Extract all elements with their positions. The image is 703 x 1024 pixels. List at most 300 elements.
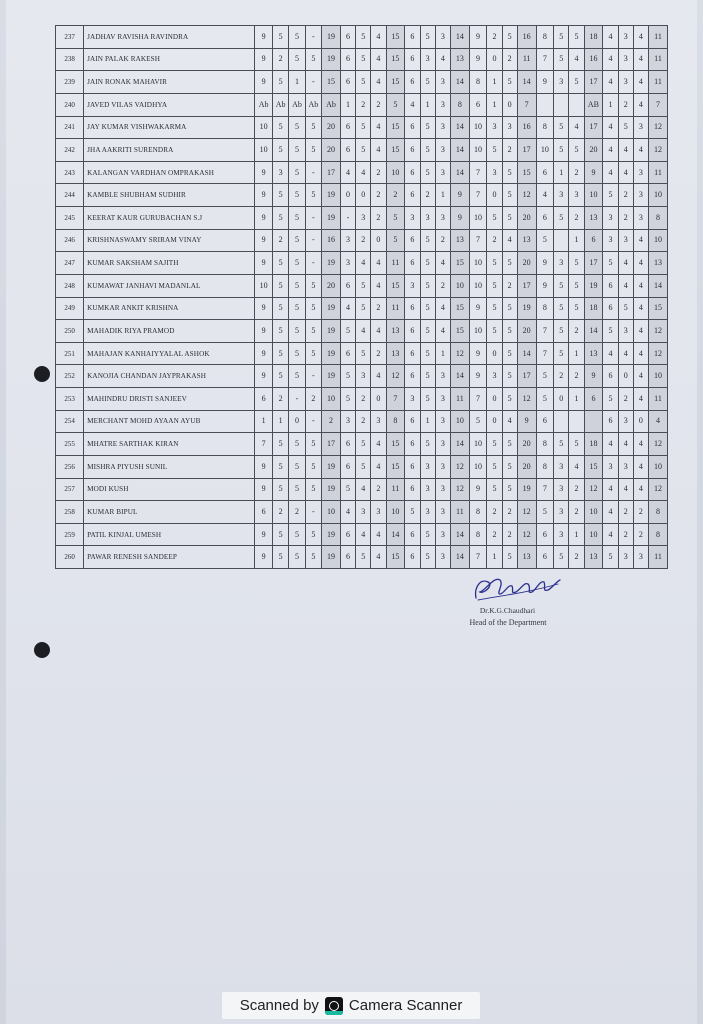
mark-cell: 6 [340, 274, 355, 297]
roll-number-cell: 258 [56, 501, 84, 524]
mark-cell: 7 [649, 93, 668, 116]
mark-cell: 7 [386, 388, 405, 411]
mark-cell: 5 [502, 433, 517, 456]
mark-cell: 6 [469, 93, 487, 116]
mark-cell: 4 [633, 139, 648, 162]
mark-cell: 9 [255, 26, 273, 49]
mark-cell: 5 [569, 139, 584, 162]
mark-cell: 8 [469, 501, 487, 524]
mark-cell: 13 [584, 546, 603, 569]
mark-cell: 5 [272, 523, 288, 546]
mark-cell: 9 [469, 342, 487, 365]
mark-cell: 5 [618, 297, 633, 320]
mark-cell: 0 [487, 184, 502, 207]
mark-cell: 5 [554, 297, 569, 320]
student-name-cell: JHA AAKRITI SURENDRA [84, 139, 255, 162]
mark-cell: 9 [536, 71, 554, 94]
marks-table-body [56, 26, 668, 569]
mark-cell: 3 [633, 207, 648, 230]
mark-cell: 8 [649, 207, 668, 230]
mark-cell: 2 [618, 184, 633, 207]
mark-cell: 14 [451, 116, 470, 139]
mark-cell: 6 [405, 116, 420, 139]
mark-cell: 4 [633, 320, 648, 343]
table-row [56, 455, 668, 478]
mark-cell: 6 [255, 501, 273, 524]
mark-cell: 2 [371, 297, 386, 320]
mark-cell: 5 [305, 116, 321, 139]
mark-cell: 4 [618, 274, 633, 297]
mark-cell: 14 [451, 139, 470, 162]
mark-cell: 8 [469, 71, 487, 94]
mark-cell: 10 [649, 229, 668, 252]
mark-cell: 3 [554, 478, 569, 501]
mark-cell: 9 [255, 320, 273, 343]
mark-cell: 2 [487, 229, 502, 252]
student-name-cell: KANOJIA CHANDAN JAYPRAKASH [84, 365, 255, 388]
mark-cell: 2 [502, 274, 517, 297]
table-row [56, 139, 668, 162]
mark-cell: 1 [487, 93, 502, 116]
mark-cell: 15 [584, 455, 603, 478]
table-row [56, 297, 668, 320]
mark-cell: 18 [584, 26, 603, 49]
mark-cell: 3 [554, 501, 569, 524]
mark-cell: 3 [554, 252, 569, 275]
mark-cell: 1 [487, 71, 502, 94]
mark-cell: 5 [272, 455, 288, 478]
mark-cell: 4 [340, 297, 355, 320]
mark-cell: 6 [536, 546, 554, 569]
mark-cell: 0 [487, 388, 502, 411]
mark-cell: 1 [569, 388, 584, 411]
mark-cell: 4 [649, 410, 668, 433]
table-row [56, 252, 668, 275]
mark-cell: 6 [584, 388, 603, 411]
mark-cell: 3 [405, 207, 420, 230]
mark-cell: 9 [536, 274, 554, 297]
mark-cell: 4 [618, 139, 633, 162]
mark-cell: 2 [569, 320, 584, 343]
mark-cell: 4 [633, 48, 648, 71]
mark-cell: 4 [356, 478, 371, 501]
mark-cell: 3 [435, 388, 450, 411]
mark-cell: 6 [340, 48, 355, 71]
student-name-cell: JADHAV RAVISHA RAVINDRA [84, 26, 255, 49]
mark-cell: 5 [272, 478, 288, 501]
mark-cell: 5 [305, 546, 321, 569]
mark-cell: 3 [356, 207, 371, 230]
mark-cell: 4 [603, 71, 618, 94]
mark-cell: 19 [322, 478, 341, 501]
mark-cell: 4 [371, 139, 386, 162]
mark-cell: 6 [340, 433, 355, 456]
mark-cell: 2 [272, 229, 288, 252]
mark-cell: 4 [618, 478, 633, 501]
mark-cell: 8 [649, 523, 668, 546]
mark-cell: 5 [272, 116, 288, 139]
mark-cell: Ab [272, 93, 288, 116]
mark-cell: 4 [633, 478, 648, 501]
mark-cell: 5 [420, 139, 435, 162]
mark-cell: Ab [255, 93, 273, 116]
mark-cell: 5 [502, 71, 517, 94]
mark-cell: 3 [487, 161, 502, 184]
mark-cell: 3 [340, 410, 355, 433]
mark-cell: 6 [340, 71, 355, 94]
mark-cell: 2 [618, 523, 633, 546]
mark-cell: 5 [420, 320, 435, 343]
mark-cell: - [305, 161, 321, 184]
mark-cell: 3 [435, 26, 450, 49]
mark-cell: - [305, 252, 321, 275]
mark-cell: Ab [305, 93, 321, 116]
mark-cell: 6 [536, 161, 554, 184]
mark-cell: 3 [618, 320, 633, 343]
mark-cell: 19 [322, 207, 341, 230]
mark-cell: 10 [649, 365, 668, 388]
mark-cell: 8 [536, 26, 554, 49]
mark-cell: 4 [603, 342, 618, 365]
roll-number-cell: 240 [56, 93, 84, 116]
mark-cell: 3 [502, 116, 517, 139]
mark-cell: 5 [420, 71, 435, 94]
mark-cell: 13 [649, 252, 668, 275]
mark-cell: - [305, 26, 321, 49]
mark-cell: 6 [405, 229, 420, 252]
mark-cell: 14 [386, 523, 405, 546]
roll-number-cell: 245 [56, 207, 84, 230]
mark-cell: 7 [536, 478, 554, 501]
table-row [56, 161, 668, 184]
mark-cell: 5 [502, 320, 517, 343]
mark-cell: 3 [569, 184, 584, 207]
mark-cell: 6 [405, 478, 420, 501]
mark-cell: 5 [420, 252, 435, 275]
mark-cell: 19 [322, 365, 341, 388]
mark-cell: 5 [272, 252, 288, 275]
mark-cell: 5 [554, 274, 569, 297]
mark-cell: 9 [469, 26, 487, 49]
mark-cell: 12 [584, 478, 603, 501]
mark-cell: 5 [386, 229, 405, 252]
mark-cell: 6 [340, 546, 355, 569]
mark-cell: 2 [618, 501, 633, 524]
mark-cell: 4 [371, 365, 386, 388]
mark-cell: 14 [584, 320, 603, 343]
mark-cell: 5 [305, 48, 321, 71]
mark-cell: 16 [322, 229, 341, 252]
mark-cell: 5 [289, 342, 305, 365]
mark-cell: 20 [584, 139, 603, 162]
mark-cell: 12 [451, 455, 470, 478]
mark-cell: 3 [435, 501, 450, 524]
roll-number-cell: 250 [56, 320, 84, 343]
mark-cell: 10 [451, 410, 470, 433]
mark-cell: 6 [405, 410, 420, 433]
mark-cell: 9 [255, 161, 273, 184]
mark-cell: 19 [322, 184, 341, 207]
mark-cell: 5 [420, 274, 435, 297]
mark-cell: 13 [386, 320, 405, 343]
mark-cell: 4 [371, 320, 386, 343]
mark-cell: 5 [305, 523, 321, 546]
mark-cell: 9 [255, 365, 273, 388]
mark-cell: 5 [356, 455, 371, 478]
mark-cell: 9 [255, 229, 273, 252]
student-name-cell: MAHADIK RIYA PRAMOD [84, 320, 255, 343]
mark-cell: 9 [517, 410, 536, 433]
roll-number-cell: 255 [56, 433, 84, 456]
mark-cell: 6 [340, 342, 355, 365]
mark-cell: 15 [451, 320, 470, 343]
mark-cell: 14 [649, 274, 668, 297]
mark-cell: 1 [569, 229, 584, 252]
roll-number-cell: 239 [56, 71, 84, 94]
mark-cell: - [305, 207, 321, 230]
mark-cell: 5 [289, 26, 305, 49]
table-row [56, 320, 668, 343]
mark-cell: 9 [469, 297, 487, 320]
mark-cell: 15 [451, 252, 470, 275]
mark-cell: 2 [371, 207, 386, 230]
mark-cell: 5 [289, 207, 305, 230]
mark-cell: 7 [536, 48, 554, 71]
mark-cell: 2 [272, 388, 288, 411]
mark-cell: 3 [371, 501, 386, 524]
mark-cell: 4 [371, 48, 386, 71]
mark-cell: 5 [487, 139, 502, 162]
mark-cell: 17 [584, 116, 603, 139]
mark-cell: 5 [272, 207, 288, 230]
mark-cell: 10 [469, 274, 487, 297]
mark-cell: 6 [603, 297, 618, 320]
mark-cell: 4 [569, 48, 584, 71]
mark-cell: 17 [517, 365, 536, 388]
mark-cell: 13 [517, 546, 536, 569]
mark-cell: 3 [603, 229, 618, 252]
punch-hole-top [34, 366, 50, 382]
mark-cell: 8 [451, 93, 470, 116]
mark-cell: 6 [536, 207, 554, 230]
mark-cell: 4 [371, 546, 386, 569]
mark-cell: 3 [272, 161, 288, 184]
mark-cell: 4 [603, 501, 618, 524]
mark-cell: 15 [386, 455, 405, 478]
marks-table [55, 25, 668, 569]
mark-cell: 10 [469, 455, 487, 478]
mark-cell: 2 [371, 161, 386, 184]
mark-cell: 0 [502, 93, 517, 116]
mark-cell: 10 [255, 139, 273, 162]
punch-hole-bottom [34, 642, 50, 658]
mark-cell: 5 [272, 297, 288, 320]
mark-cell: 3 [435, 93, 450, 116]
mark-cell: 10 [584, 523, 603, 546]
mark-cell: 10 [536, 139, 554, 162]
mark-cell: 5 [502, 365, 517, 388]
mark-cell: 5 [536, 388, 554, 411]
mark-cell: 1 [289, 71, 305, 94]
mark-cell: 5 [554, 546, 569, 569]
mark-cell: 5 [487, 320, 502, 343]
mark-cell: 4 [633, 388, 648, 411]
mark-cell: 7 [536, 342, 554, 365]
roll-number-cell: 247 [56, 252, 84, 275]
mark-cell: 10 [386, 161, 405, 184]
roll-number-cell: 237 [56, 26, 84, 49]
mark-cell: 5 [289, 48, 305, 71]
mark-cell: 5 [272, 365, 288, 388]
mark-cell: 18 [584, 297, 603, 320]
mark-cell: 11 [451, 501, 470, 524]
mark-cell: 5 [487, 207, 502, 230]
mark-cell: 4 [435, 320, 450, 343]
mark-cell: 2 [618, 388, 633, 411]
mark-cell: 12 [517, 388, 536, 411]
roll-number-cell: 260 [56, 546, 84, 569]
mark-cell: 5 [289, 116, 305, 139]
signature-image [470, 570, 565, 604]
mark-cell: AB [584, 93, 603, 116]
mark-cell: 5 [356, 26, 371, 49]
mark-cell: 5 [305, 433, 321, 456]
mark-cell: 2 [435, 274, 450, 297]
mark-cell: 9 [536, 252, 554, 275]
mark-cell: 9 [255, 252, 273, 275]
mark-cell: 12 [649, 139, 668, 162]
mark-cell [554, 93, 569, 116]
mark-cell: 3 [618, 546, 633, 569]
mark-cell: 18 [584, 433, 603, 456]
mark-cell: 5 [340, 365, 355, 388]
mark-cell: 5 [272, 71, 288, 94]
mark-cell: 5 [420, 546, 435, 569]
roll-number-cell: 246 [56, 229, 84, 252]
mark-cell: 13 [451, 48, 470, 71]
mark-cell: 5 [487, 252, 502, 275]
mark-cell: 5 [502, 546, 517, 569]
mark-cell: 5 [420, 116, 435, 139]
mark-cell: 10 [469, 207, 487, 230]
mark-cell: 3 [554, 455, 569, 478]
mark-cell: 5 [305, 139, 321, 162]
mark-cell: 5 [356, 297, 371, 320]
mark-cell: 5 [289, 523, 305, 546]
mark-cell: 2 [356, 93, 371, 116]
mark-cell: 5 [487, 478, 502, 501]
mark-cell: 5 [289, 252, 305, 275]
mark-cell: 4 [371, 455, 386, 478]
mark-cell: 5 [305, 184, 321, 207]
mark-cell: 5 [272, 546, 288, 569]
student-name-cell: JAIN RONAK MAHAVIR [84, 71, 255, 94]
table-row [56, 365, 668, 388]
mark-cell: 3 [405, 274, 420, 297]
mark-cell: 7 [536, 320, 554, 343]
mark-cell: 5 [554, 116, 569, 139]
mark-cell: 8 [536, 116, 554, 139]
mark-cell: 7 [469, 161, 487, 184]
roll-number-cell: 252 [56, 365, 84, 388]
mark-cell: 2 [569, 546, 584, 569]
mark-cell: 2 [487, 26, 502, 49]
mark-cell: 5 [502, 388, 517, 411]
table-row [56, 546, 668, 569]
mark-cell: 3 [435, 410, 450, 433]
mark-cell: 5 [420, 388, 435, 411]
mark-cell: 0 [618, 365, 633, 388]
mark-cell: 2 [272, 48, 288, 71]
mark-cell: 9 [255, 478, 273, 501]
mark-cell: 3 [618, 229, 633, 252]
student-name-cell: MISHRA PIYUSH SUNIL [84, 455, 255, 478]
mark-cell: 4 [371, 523, 386, 546]
mark-cell: 5 [272, 320, 288, 343]
mark-cell: 17 [517, 274, 536, 297]
student-name-cell: KRISHNASWAMY SRIRAM VINAY [84, 229, 255, 252]
mark-cell: 11 [649, 26, 668, 49]
mark-cell: 4 [633, 229, 648, 252]
mark-cell: 6 [536, 410, 554, 433]
mark-cell: 5 [356, 342, 371, 365]
roll-number-cell: 238 [56, 48, 84, 71]
student-name-cell: KUMKAR ANKIT KRISHNA [84, 297, 255, 320]
roll-number-cell: 254 [56, 410, 84, 433]
mark-cell: 10 [386, 501, 405, 524]
mark-cell: 5 [569, 71, 584, 94]
mark-cell: 3 [618, 71, 633, 94]
mark-cell: 5 [554, 26, 569, 49]
student-name-cell: PATIL KINJAL UMESH [84, 523, 255, 546]
mark-cell: 13 [584, 207, 603, 230]
mark-cell: 1 [554, 161, 569, 184]
mark-cell: 15 [386, 116, 405, 139]
mark-cell: 15 [386, 26, 405, 49]
mark-cell: 0 [554, 388, 569, 411]
mark-cell: 11 [649, 48, 668, 71]
mark-cell: 7 [469, 184, 487, 207]
student-name-cell: KUMAR BIPUL [84, 501, 255, 524]
mark-cell: 4 [633, 365, 648, 388]
mark-cell: 11 [649, 71, 668, 94]
mark-cell: 4 [603, 161, 618, 184]
mark-cell: 4 [603, 26, 618, 49]
mark-cell: 2 [618, 207, 633, 230]
mark-cell: 10 [451, 274, 470, 297]
mark-cell: 19 [322, 455, 341, 478]
mark-cell: 15 [386, 71, 405, 94]
mark-cell: 2 [502, 48, 517, 71]
mark-cell: 13 [451, 229, 470, 252]
mark-cell: 11 [386, 252, 405, 275]
mark-cell: 4 [356, 320, 371, 343]
mark-cell: 6 [340, 26, 355, 49]
mark-cell: 2 [569, 161, 584, 184]
mark-cell: 3 [356, 365, 371, 388]
mark-cell: 5 [420, 26, 435, 49]
mark-cell: 9 [255, 523, 273, 546]
mark-cell: 6 [405, 523, 420, 546]
mark-cell: 5 [386, 207, 405, 230]
mark-cell: 6 [340, 523, 355, 546]
mark-cell: 2 [356, 388, 371, 411]
mark-cell: 5 [569, 297, 584, 320]
student-name-cell: MHATRE SARTHAK KIRAN [84, 433, 255, 456]
mark-cell: 19 [322, 252, 341, 275]
mark-cell: 4 [569, 455, 584, 478]
mark-cell: 2 [618, 93, 633, 116]
